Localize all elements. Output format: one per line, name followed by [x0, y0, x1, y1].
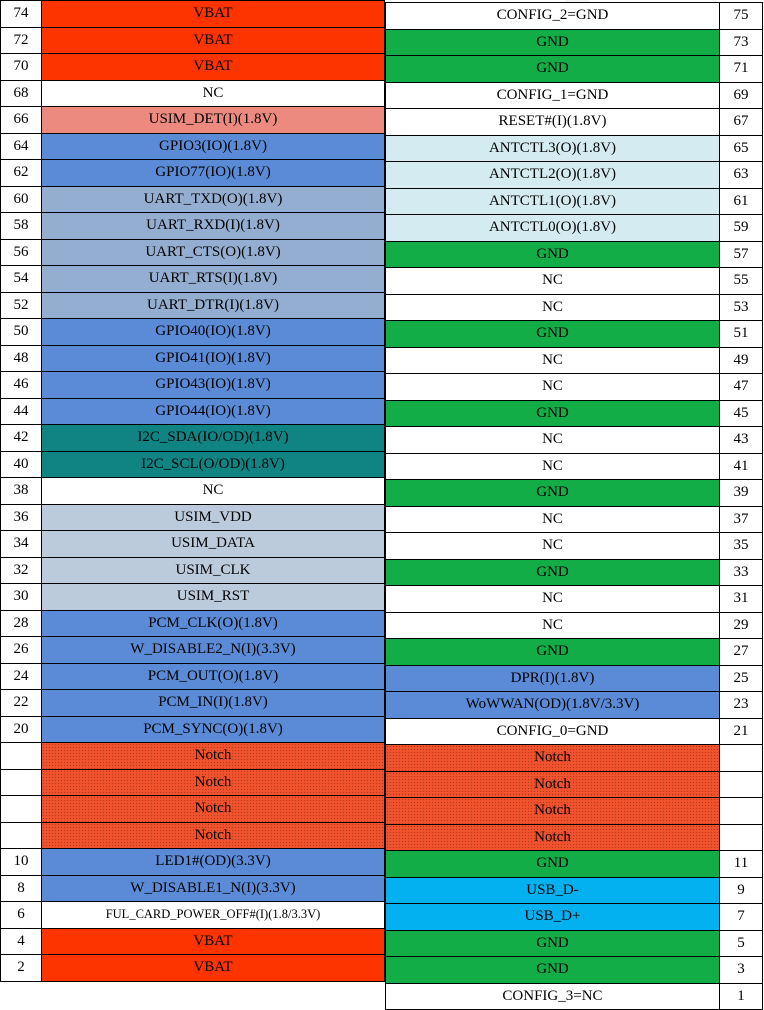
pin-number: 71	[719, 55, 763, 83]
pin-number	[719, 797, 763, 825]
pin-number: 7	[719, 903, 763, 931]
pin-number: 44	[0, 398, 42, 426]
left-pin-row	[0, 477, 385, 505]
pin-number: 28	[0, 610, 42, 638]
right-pin-row	[385, 479, 763, 507]
right-pin-row	[385, 956, 763, 984]
notch-cell: Notch	[41, 822, 385, 850]
pin-number: 32	[0, 557, 42, 585]
pin-signal: GPIO44(IO)(1.8V)	[41, 398, 385, 426]
pin-number: 56	[0, 239, 42, 267]
left-pin-row	[0, 424, 385, 452]
pin-number: 64	[0, 133, 42, 161]
left-pin-row	[0, 80, 385, 108]
pin-signal: W_DISABLE2_N(I)(3.3V)	[41, 636, 385, 664]
pin-number	[719, 824, 763, 852]
pin-signal: LED1#(OD)(3.3V)	[41, 848, 385, 876]
pin-number: 62	[0, 159, 42, 187]
left-pin-row	[0, 159, 385, 187]
notch-cell: Notch	[385, 824, 720, 852]
pin-number: 22	[0, 689, 42, 717]
pin-number: 8	[0, 875, 42, 903]
pin-signal: GPIO77(IO)(1.8V)	[41, 159, 385, 187]
pin-number: 48	[0, 345, 42, 373]
pin-number: 6	[0, 901, 42, 929]
right-pin-row	[385, 373, 763, 401]
left-pin-row	[0, 848, 385, 876]
left-pin-row	[0, 318, 385, 346]
pin-signal: UART_DTR(I)(1.8V)	[41, 292, 385, 320]
left-pin-row	[0, 345, 385, 373]
right-pin-row	[385, 532, 763, 560]
left-pin-row	[0, 557, 385, 585]
pin-number: 75	[719, 2, 763, 30]
notch-cell: Notch	[41, 795, 385, 823]
pin-number: 67	[719, 108, 763, 136]
left-pin-row	[0, 716, 385, 744]
pin-signal: VBAT	[41, 954, 385, 982]
right-pin-row	[385, 55, 763, 83]
right-pin-row	[385, 983, 763, 1010]
pin-signal: GND	[385, 241, 720, 269]
pin-number: 40	[0, 451, 42, 479]
pin-number: 42	[0, 424, 42, 452]
pin-signal: GND	[385, 320, 720, 348]
right-pin-row	[385, 2, 763, 30]
notch-cell: Notch	[385, 797, 720, 825]
notch-cell: Notch	[385, 771, 720, 799]
pin-number: 45	[719, 400, 763, 428]
left-pin-row	[0, 106, 385, 134]
pin-signal: NC	[41, 477, 385, 505]
pin-signal: CONFIG_1=GND	[385, 82, 720, 110]
right-pin-row	[385, 665, 763, 693]
pin-signal: I2C_SDA(IO/OD)(1.8V)	[41, 424, 385, 452]
left-pin-row	[0, 689, 385, 717]
right-pin-row	[385, 294, 763, 322]
pin-number: 73	[719, 29, 763, 57]
right-pin-row	[385, 771, 763, 799]
pin-signal: GPIO3(IO)(1.8V)	[41, 133, 385, 161]
left-pin-row	[0, 636, 385, 664]
right-pin-row	[385, 453, 763, 481]
pin-signal: FUL_CARD_POWER_OFF#(I)(1.8/3.3V)	[41, 901, 385, 929]
left-pin-row	[0, 0, 385, 28]
pin-number: 1	[719, 983, 763, 1010]
pin-number: 39	[719, 479, 763, 507]
pin-number: 72	[0, 27, 42, 55]
pin-signal: UART_RTS(I)(1.8V)	[41, 265, 385, 293]
pin-number: 70	[0, 53, 42, 81]
right-pin-row	[385, 585, 763, 613]
pin-signal: GND	[385, 55, 720, 83]
pin-signal: WoWWAN(OD)(1.8V/3.3V)	[385, 691, 720, 719]
pin-signal: CONFIG_2=GND	[385, 2, 720, 30]
pin-number: 10	[0, 848, 42, 876]
right-pin-row	[385, 718, 763, 746]
left-pin-row	[0, 795, 385, 823]
left-pin-row	[0, 875, 385, 903]
pin-signal: USIM_CLK	[41, 557, 385, 585]
pin-number: 43	[719, 426, 763, 454]
right-pin-row	[385, 29, 763, 57]
pin-number: 3	[719, 956, 763, 984]
pin-number: 20	[0, 716, 42, 744]
left-pin-row	[0, 292, 385, 320]
left-pin-row	[0, 53, 385, 81]
pin-number: 2	[0, 954, 42, 982]
pin-number: 31	[719, 585, 763, 613]
pin-number: 27	[719, 638, 763, 666]
pin-signal: CONFIG_0=GND	[385, 718, 720, 746]
right-pin-row	[385, 824, 763, 852]
pin-number: 65	[719, 135, 763, 163]
pin-number: 41	[719, 453, 763, 481]
pin-signal: DPR(I)(1.8V)	[385, 665, 720, 693]
left-pin-row	[0, 133, 385, 161]
pin-number: 66	[0, 106, 42, 134]
pin-signal: VBAT	[41, 0, 385, 28]
left-pin-row	[0, 901, 385, 929]
pin-number: 35	[719, 532, 763, 560]
right-pin-row	[385, 744, 763, 772]
left-pin-row	[0, 371, 385, 399]
right-pin-row	[385, 347, 763, 375]
right-pin-row	[385, 850, 763, 878]
right-pin-row	[385, 214, 763, 242]
pin-signal: NC	[385, 585, 720, 613]
pin-signal: VBAT	[41, 928, 385, 956]
right-pin-row	[385, 400, 763, 428]
pin-number: 23	[719, 691, 763, 719]
pin-number	[0, 769, 42, 797]
pin-signal: USB_D-	[385, 877, 720, 905]
pin-signal: NC	[385, 373, 720, 401]
pin-signal: GND	[385, 559, 720, 587]
pin-number: 26	[0, 636, 42, 664]
right-pin-row	[385, 506, 763, 534]
pin-signal: ANTCTL3(O)(1.8V)	[385, 135, 720, 163]
pin-number: 47	[719, 373, 763, 401]
pin-signal: NC	[385, 453, 720, 481]
left-pin-row	[0, 530, 385, 558]
left-pin-row	[0, 239, 385, 267]
pin-number: 58	[0, 212, 42, 240]
pin-signal: USIM_DET(I)(1.8V)	[41, 106, 385, 134]
pin-number: 50	[0, 318, 42, 346]
right-pin-row	[385, 638, 763, 666]
left-pin-row	[0, 822, 385, 850]
left-pin-row	[0, 742, 385, 770]
pin-number: 74	[0, 0, 42, 28]
pin-signal: USB_D+	[385, 903, 720, 931]
left-pin-row	[0, 398, 385, 426]
right-pin-row	[385, 320, 763, 348]
pin-signal: GND	[385, 479, 720, 507]
left-pin-row	[0, 954, 385, 982]
right-pin-row	[385, 108, 763, 136]
pin-number: 59	[719, 214, 763, 242]
pin-signal: USIM_RST	[41, 583, 385, 611]
pin-number: 61	[719, 188, 763, 216]
pin-signal: GPIO40(IO)(1.8V)	[41, 318, 385, 346]
pin-number: 54	[0, 265, 42, 293]
pin-number: 37	[719, 506, 763, 534]
pin-number: 38	[0, 477, 42, 505]
pin-signal: USIM_DATA	[41, 530, 385, 558]
pin-number	[0, 822, 42, 850]
pin-number: 51	[719, 320, 763, 348]
right-pin-row	[385, 797, 763, 825]
left-pin-row	[0, 451, 385, 479]
pin-signal: CONFIG_3=NC	[385, 983, 720, 1010]
pin-number: 49	[719, 347, 763, 375]
pin-number: 53	[719, 294, 763, 322]
pin-number: 24	[0, 663, 42, 691]
pin-number: 68	[0, 80, 42, 108]
pin-signal: NC	[385, 294, 720, 322]
pin-signal: PCM_SYNC(O)(1.8V)	[41, 716, 385, 744]
pin-number: 29	[719, 612, 763, 640]
pin-signal: NC	[385, 426, 720, 454]
right-pin-row	[385, 559, 763, 587]
pin-number: 52	[0, 292, 42, 320]
right-pin-row	[385, 161, 763, 189]
pin-signal: PCM_CLK(O)(1.8V)	[41, 610, 385, 638]
pin-number: 33	[719, 559, 763, 587]
left-pin-row	[0, 663, 385, 691]
pin-signal: ANTCTL1(O)(1.8V)	[385, 188, 720, 216]
pin-signal: GPIO41(IO)(1.8V)	[41, 345, 385, 373]
right-pin-row	[385, 612, 763, 640]
pin-signal: GPIO43(IO)(1.8V)	[41, 371, 385, 399]
pin-number	[0, 795, 42, 823]
right-pin-row	[385, 267, 763, 295]
pin-number: 69	[719, 82, 763, 110]
pin-signal: GND	[385, 400, 720, 428]
right-pin-row	[385, 877, 763, 905]
left-pin-row	[0, 769, 385, 797]
pin-number: 5	[719, 930, 763, 958]
pin-number: 36	[0, 504, 42, 532]
pin-signal: USIM_VDD	[41, 504, 385, 532]
pin-signal: GND	[385, 29, 720, 57]
pin-number	[719, 771, 763, 799]
left-pin-row	[0, 186, 385, 214]
left-pin-row	[0, 27, 385, 55]
notch-cell: Notch	[385, 744, 720, 772]
pin-signal: UART_RXD(I)(1.8V)	[41, 212, 385, 240]
pin-signal: NC	[385, 532, 720, 560]
pin-signal: W_DISABLE1_N(I)(3.3V)	[41, 875, 385, 903]
pin-number: 30	[0, 583, 42, 611]
pin-signal: NC	[385, 612, 720, 640]
left-pin-row	[0, 504, 385, 532]
pin-signal: NC	[385, 267, 720, 295]
pin-number: 25	[719, 665, 763, 693]
pin-number: 11	[719, 850, 763, 878]
pin-signal: ANTCTL2(O)(1.8V)	[385, 161, 720, 189]
pin-signal: RESET#(I)(1.8V)	[385, 108, 720, 136]
right-pin-row	[385, 691, 763, 719]
pin-signal: PCM_OUT(O)(1.8V)	[41, 663, 385, 691]
pin-signal: GND	[385, 956, 720, 984]
pin-number: 34	[0, 530, 42, 558]
pin-number: 60	[0, 186, 42, 214]
pin-number: 9	[719, 877, 763, 905]
pin-signal: NC	[41, 80, 385, 108]
pin-signal: NC	[385, 506, 720, 534]
pin-signal: GND	[385, 638, 720, 666]
pin-signal: NC	[385, 347, 720, 375]
pin-signal: GND	[385, 930, 720, 958]
right-pin-row	[385, 135, 763, 163]
pin-signal: UART_CTS(O)(1.8V)	[41, 239, 385, 267]
pin-signal: VBAT	[41, 53, 385, 81]
pin-signal: PCM_IN(I)(1.8V)	[41, 689, 385, 717]
left-pin-row	[0, 212, 385, 240]
pin-number: 57	[719, 241, 763, 269]
pin-signal: GND	[385, 850, 720, 878]
pin-number: 21	[719, 718, 763, 746]
pin-number	[719, 744, 763, 772]
pin-signal: UART_TXD(O)(1.8V)	[41, 186, 385, 214]
pin-signal: ANTCTL0(O)(1.8V)	[385, 214, 720, 242]
right-pin-row	[385, 82, 763, 110]
left-pin-row	[0, 583, 385, 611]
pin-number: 46	[0, 371, 42, 399]
pin-number	[0, 742, 42, 770]
right-pin-row	[385, 188, 763, 216]
pin-signal: I2C_SCL(O/OD)(1.8V)	[41, 451, 385, 479]
pin-number: 55	[719, 267, 763, 295]
notch-cell: Notch	[41, 742, 385, 770]
right-pin-row	[385, 241, 763, 269]
pin-number: 4	[0, 928, 42, 956]
right-pin-row	[385, 930, 763, 958]
notch-cell: Notch	[41, 769, 385, 797]
right-pin-row	[385, 903, 763, 931]
left-pin-row	[0, 265, 385, 293]
right-pin-row	[385, 426, 763, 454]
left-pin-row	[0, 928, 385, 956]
pin-signal: VBAT	[41, 27, 385, 55]
pin-number: 63	[719, 161, 763, 189]
left-pin-row	[0, 610, 385, 638]
